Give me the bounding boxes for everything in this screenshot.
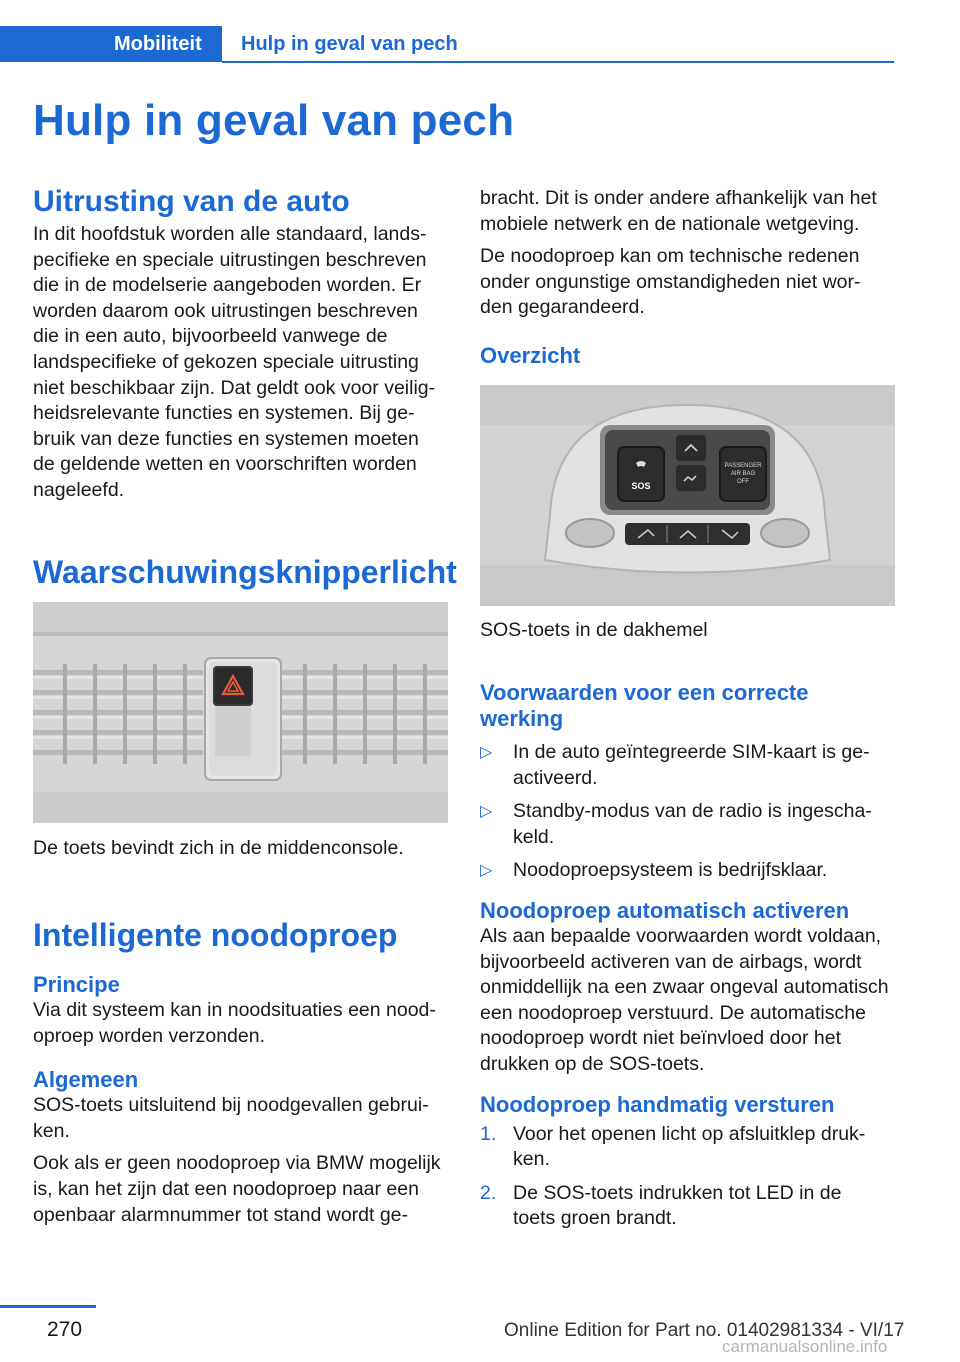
triangle-bullet-icon: ▷ [480,803,493,821]
watermark: carmanualsonline.info [722,1337,888,1356]
equipment-paragraph: In dit hoofdstuk worden alle standaard, lands- pecifieke en speciale uitrustingen beschreven die in de modelserie aangeboden worden. Er worden daarom ook uitrustingen beschreven die in een auto, bijvoorbeeld vanwege de landspecifieke of gekozen speciale uitrusting niet beschikbaar zijn. Dat geldt ook voor veilig- heidsrelevante functies en systemen. Bij ge- bruik van deze functies en systemen moeten de geldende wetten en voorschriften worden nageleefd. [33,223,436,501]
header-rule [222,61,894,63]
hazard-caption: De toets bevindt zich in de middenconsole. [33,837,404,859]
subheading-principe: Principe [33,972,120,997]
right-column-lower [480,680,900,1232]
passenger-indicator-label: PASSENGER [724,463,762,469]
sos-console-illustration [480,385,895,606]
algemeen-paragraph-2: Ook als er geen noodoproep via BMW mogelijk is, kan het zijn dat een noodoproep naar een openbaar alarmnummer tot stand wordt ge- [33,1152,441,1226]
continued-paragraph: bracht. Dit is onder andere afhankelijk van het mobiele netwerk en de nationale wetgeving. [480,187,877,235]
hazard-switch-illustration [33,602,448,823]
right-column-top [480,186,900,321]
edition-note: Online Edition for Part no. 01402981334 - VI/17 [504,1320,905,1341]
section-title-hazard: Waarschuwingsknipperlicht [33,554,457,590]
list-item: 1. Voor het openen licht op afsluitklep druk- ken. [480,1122,866,1171]
section-title-emergency-call: Intelligente noodoproep [33,917,398,953]
principe-paragraph: Via dit systeem kan in noodsituaties een nood- oproep worden verzonden. [33,999,436,1047]
hazard-switch-image [33,602,448,823]
subheading-auto-activation: Noodoproep automatisch activeren [480,897,850,923]
triangle-bullet-icon: ▷ [480,862,493,880]
left-column [33,184,448,504]
off-indicator-label: OFF [737,479,749,485]
guarantee-paragraph: De noodoproep kan om technische redenen onder ongunstige omstandigheden niet wor- den gegarandeerd. [480,245,861,319]
subheading-overzicht: Overzicht [480,343,581,368]
sos-button-label: SOS [631,481,651,491]
subheading-voorwaarden: Voorwaarden voor een correcte werking [480,680,809,731]
sos-button-image [480,385,895,606]
chapter-tab[interactable]: Mobiliteit [0,26,222,62]
section-title-equipment: Uitrusting van de auto [33,185,350,218]
algemeen-paragraph-1: SOS-toets uitsluitend bij noodgevallen gebrui- ken. [33,1094,429,1142]
step-number: 1. [480,1122,497,1145]
page-number: 270 [47,1318,83,1341]
left-column-lower [33,972,453,1228]
subheading-algemeen: Algemeen [33,1067,139,1093]
triangle-bullet-icon: ▷ [480,744,493,761]
subheading-manual-call: Noodoproep handmatig versturen [480,1091,835,1117]
list-item: ▷ Noodoproepsysteem is bedrijfsklaar. [480,858,900,884]
list-item: ▷ In de auto geïntegreerde SIM-kaart is ge- activeerd. [480,741,870,789]
list-item: ▷ Standby-modus van de radio is ingescha- keld. [480,800,872,848]
footer-rule [0,1305,96,1308]
auto-activation-paragraph: Als aan bepaalde voorwaarden wordt voldaan, bijvoorbeeld activeren van de airbags, wordt onmiddellijk na een zwaar ongeval automatisch een noodoproep verstuurd. De automatische noodoproep wordt niet beïnvloed door het drukken op de SOS-toets. [480,924,889,1075]
step-number: 2. [480,1181,497,1204]
page-title: Hulp in geval van pech [33,96,515,145]
breadcrumb[interactable]: Hulp in geval van pech [241,33,458,55]
list-item: 2. De SOS-toets indrukken tot LED in de toets groen brandt. [480,1181,842,1230]
sos-caption: SOS-toets in de dakhemel [480,619,708,641]
airbag-indicator-label: AIR BAG [730,471,756,477]
